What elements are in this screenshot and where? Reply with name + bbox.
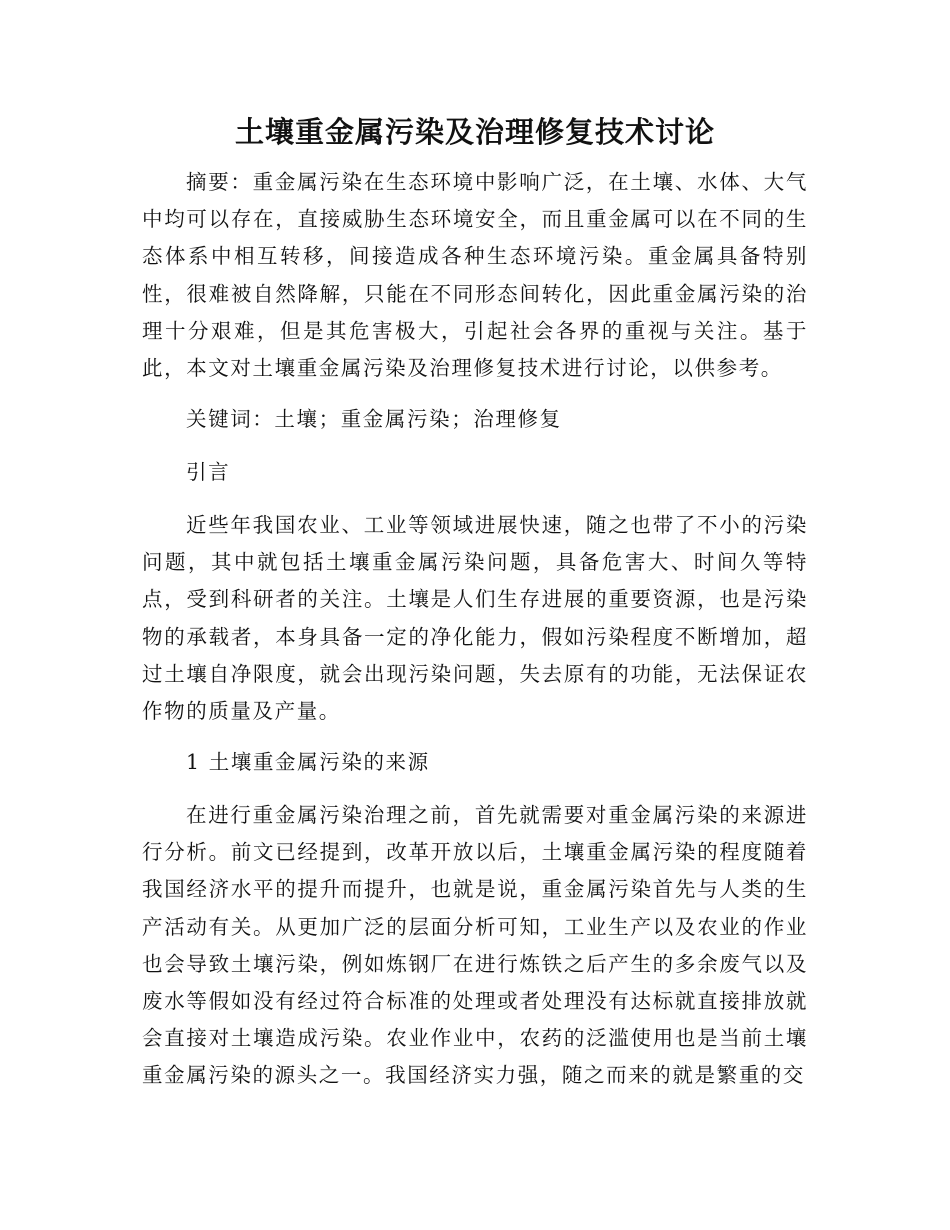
abstract-paragraph: 摘要：重金属污染在生态环境中影响广泛，在土壤、水体、大气中均可以存在，直接威胁生态环境安全，而且重金属可以在不同的生态体系中相互转移，间接造成各种生态环境污染。重金属具备特别性，很难被自然降解，只能在不同形态间转化，因此重金属污染的治理十分艰难，但是其危害极大，引起社会各界的重视与关注。基于此，本文对土壤重金属污染及治理修复技术进行讨论，以供参考。 [142,170,808,381]
document-title: 土壤重金属污染及治理修复技术讨论 [234,115,715,149]
section-1-heading: 1 土壤重金属污染的来源 [186,750,430,774]
section-1-paragraph: 在进行重金属污染治理之前，首先就需要对重金属污染的来源进行分析。前文已经提到，改革开放以后，土壤重金属污染的程度随着我国经济水平的提升而提升，也就是说，重金属污染首先与人类的生产活动有关。从更加广泛的层面分析可知，工业生产以及农业的作业也会导致土壤污染，例如炼钢厂在进行炼铁之后产生的多余废气以及废水等假如没有经过符合标准的处理或者处理没有达标就直接排放就会直接对土壤造成污染。农业作业中，农药的泛滥使用也是当前土壤重金属污染的源头之一。我国经济实力强，随之而来的就是繁重的交 [142,803,808,1088]
intro-heading: 引言 [186,460,231,484]
intro-paragraph: 近些年我国农业、工业等领域进展快速，随之也带了不小的污染问题，其中就包括土壤重金属污染问题，具备危害大、时间久等特点，受到科研者的关注。土壤是人们生存进展的重要资源，也是污染物的承载者，本身具备一定的净化能力，假如污染程度不断增加，超过土壤自净限度，就会出现污染问题，失去原有的功能，无法保证农作物的质量及产量。 [142,513,808,724]
keywords-line: 关键词：土壤；重金属污染；治理修复 [186,407,562,431]
